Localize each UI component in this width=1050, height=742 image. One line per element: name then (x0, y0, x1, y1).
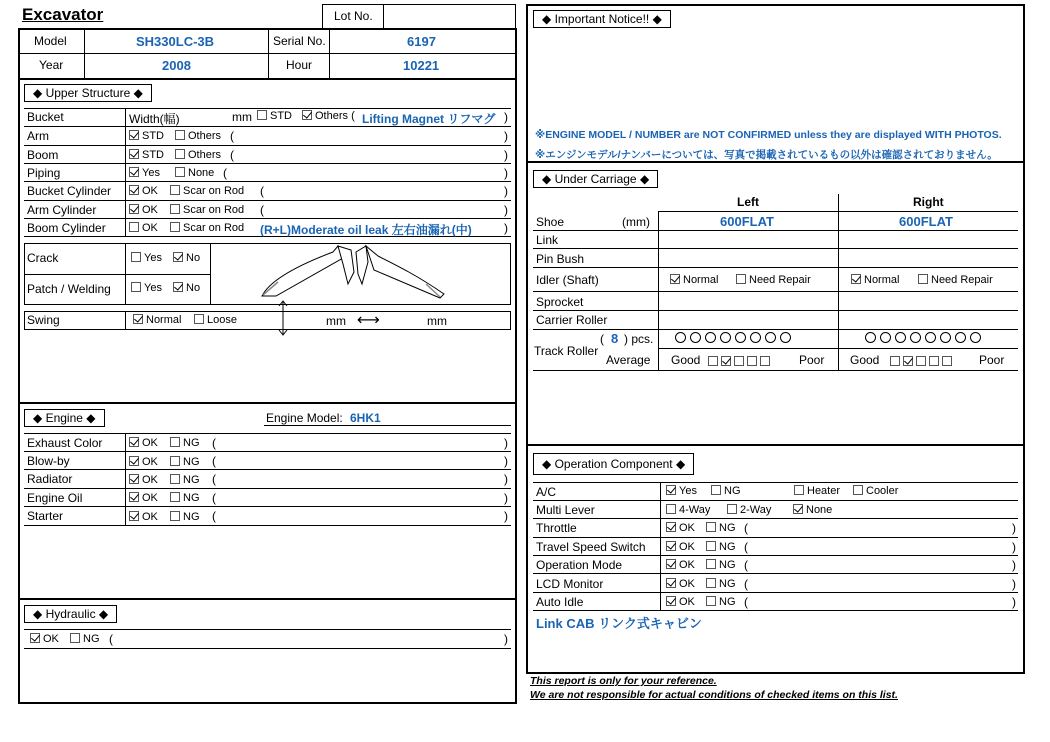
disclaimer-line-2: We are not responsible for actual conditions of checked items on this list. (530, 689, 898, 701)
operation-row-label: LCD Monitor (536, 577, 604, 591)
roller-circle-icon[interactable] (705, 332, 716, 343)
notice-title: ◆ Important Notice!! ◆ (533, 10, 671, 28)
shoe-label: Shoe (536, 215, 565, 229)
model-value: SH330LC-3B (136, 34, 215, 49)
bucket-others-checkbox[interactable] (302, 110, 312, 120)
crack-label: Crack (27, 251, 59, 265)
operation-ok-option[interactable]: OK (666, 522, 695, 534)
disclaimer-line-1: This report is only for your reference. (530, 675, 717, 687)
patch-no-option[interactable]: No (173, 282, 200, 294)
operation-row-label: Throttle (536, 521, 577, 535)
arm-cylinder-ok-option[interactable]: OK (129, 204, 158, 216)
engine-ng-option[interactable]: NG (170, 437, 200, 449)
bucket-std-option[interactable]: STD (257, 110, 292, 122)
ac-label: A/C (536, 485, 557, 499)
swing-mm-1: mm (326, 314, 346, 328)
right-good-label: Good (850, 353, 880, 367)
bucket-std-checkbox[interactable] (257, 110, 267, 120)
hydraulic-ok-option[interactable]: OK (30, 633, 59, 645)
roller-circle-icon[interactable] (765, 332, 776, 343)
multi-2way-option[interactable]: 2-Way (727, 504, 771, 516)
link-label: Link (536, 233, 559, 247)
pin-bush-label: Pin Bush (536, 252, 585, 266)
serial-label: Serial No. (273, 34, 326, 48)
left-poor-label: Poor (799, 353, 825, 367)
engine-ng-option[interactable]: NG (170, 492, 200, 504)
engine-model-label: Engine Model: (266, 411, 343, 425)
engine-ok-option[interactable]: OK (129, 437, 158, 449)
engine-title: ◆ Engine ◆ (24, 409, 105, 427)
boom-others-option[interactable]: Others (175, 149, 221, 161)
left-panel (18, 28, 517, 704)
roller-circle-icon[interactable] (675, 332, 686, 343)
engine-row-label: Exhaust Color (27, 436, 103, 450)
roller-count-open-paren: ( (600, 332, 604, 346)
engine-row-label: Radiator (27, 472, 73, 486)
lot-label: Lot No. (334, 9, 373, 23)
boom-std-option[interactable]: STD (129, 149, 164, 161)
roller-circle-icon[interactable] (940, 332, 951, 343)
engine-ng-option[interactable]: NG (170, 511, 200, 523)
bucket-cylinder-ok-option[interactable]: OK (129, 185, 158, 197)
swing-mm-2: mm (427, 314, 447, 328)
vertical-arrow-icon (277, 300, 289, 336)
engine-ok-option[interactable]: OK (129, 511, 158, 523)
left-column-header: Left (737, 195, 759, 209)
arm-label: Arm (27, 129, 49, 143)
bucket-width-label: Width(幅) (129, 112, 180, 126)
roller-circle-icon[interactable] (735, 332, 746, 343)
page-title: Excavator (22, 5, 104, 24)
roller-circle-icon[interactable] (880, 332, 891, 343)
operation-ng-option[interactable]: NG (706, 541, 736, 553)
bucket-others-option[interactable]: Others ( (302, 110, 355, 122)
roller-circle-icon[interactable] (895, 332, 906, 343)
swing-loose-option[interactable]: Loose (194, 314, 237, 326)
hour-label: Hour (286, 58, 313, 72)
engine-ok-option[interactable]: OK (129, 492, 158, 504)
roller-circle-icon[interactable] (750, 332, 761, 343)
bucket-label: Bucket (27, 110, 64, 124)
operation-ok-option[interactable]: OK (666, 578, 695, 590)
ac-ng-option[interactable]: NG (711, 485, 741, 497)
crack-yes-option[interactable]: Yes (131, 252, 162, 264)
roller-circle-icon[interactable] (865, 332, 876, 343)
operation-title: ◆ Operation Component ◆ (533, 453, 694, 475)
idler-left-repair[interactable]: Need Repair (736, 274, 811, 286)
piping-none-option[interactable]: None (175, 167, 214, 179)
operation-note: Link CAB リンク式キャビン (536, 616, 702, 631)
boom-diagram (258, 244, 448, 302)
boom-cylinder-value: (R+L)Moderate oil leak 左右油漏れ(中) (260, 223, 472, 237)
hour-value: 10221 (403, 58, 440, 73)
model-label: Model (34, 34, 67, 48)
roller-count: 8 (611, 331, 619, 346)
right-rating-scale[interactable] (890, 354, 955, 368)
operation-ng-option[interactable]: NG (706, 522, 736, 534)
sprocket-label: Sprocket (536, 295, 584, 309)
operation-row-label: Auto Idle (536, 595, 584, 609)
ac-heater-option[interactable]: Heater (794, 485, 840, 497)
roller-circle-icon[interactable] (690, 332, 701, 343)
right-column-header: Right (913, 195, 944, 209)
operation-row-label: Operation Mode (536, 558, 623, 572)
engine-row-label: Engine Oil (27, 491, 83, 505)
operation-ok-option[interactable]: OK (666, 596, 695, 608)
multi-4way-option[interactable]: 4-Way (666, 504, 710, 516)
left-good-label: Good (671, 353, 701, 367)
engine-ng-option[interactable]: NG (170, 474, 200, 486)
operation-ok-option[interactable]: OK (666, 559, 695, 571)
shoe-left-value: 600FLAT (720, 214, 774, 229)
boom-label: Boom (27, 148, 59, 162)
arm-cylinder-scar-option[interactable]: Scar on Rod (170, 204, 244, 216)
multi-none-option[interactable]: None (793, 504, 832, 516)
roller-circle-icon[interactable] (925, 332, 936, 343)
engine-row-label: Blow-by (27, 454, 70, 468)
ac-yes-option[interactable]: Yes (666, 485, 697, 497)
piping-yes-option[interactable]: Yes (129, 167, 160, 179)
operation-ok-option[interactable]: OK (666, 541, 695, 553)
upper-structure-title: ◆ Upper Structure ◆ (24, 84, 152, 102)
bucket-cylinder-label: Bucket Cylinder (27, 184, 112, 198)
left-rating-scale[interactable] (708, 354, 773, 368)
engine-ng-option[interactable]: NG (170, 456, 200, 468)
arm-cylinder-label: Arm Cylinder (27, 203, 97, 217)
swing-label: Swing (27, 313, 60, 327)
patch-label: Patch / Welding (27, 282, 111, 296)
under-carriage-title: ◆ Under Carriage ◆ (533, 170, 658, 188)
boom-cylinder-scar-option[interactable]: Scar on Rod (170, 222, 244, 234)
boom-cylinder-label: Boom Cylinder (27, 221, 106, 235)
ac-cooler-option[interactable]: Cooler (853, 485, 898, 497)
track-roller-label: Track Roller (534, 344, 599, 358)
notice-line-1: ※ENGINE MODEL / NUMBER are NOT CONFIRMED unless they are displayed WITH PHOTOS. (535, 129, 1002, 141)
shoe-right-value: 600FLAT (899, 214, 953, 229)
year-label: Year (39, 58, 64, 72)
arm-std-option[interactable]: STD (129, 130, 164, 142)
average-label: Average (606, 353, 651, 367)
horizontal-arrow-icon: ⟷ (357, 312, 380, 329)
multi-lever-label: Multi Lever (536, 503, 595, 517)
roller-circle-icon[interactable] (780, 332, 791, 343)
crack-no-option[interactable]: No (173, 252, 200, 264)
swing-normal-option[interactable]: Normal (133, 314, 181, 326)
bucket-unit: mm (232, 110, 252, 124)
roller-circle-icon[interactable] (955, 332, 966, 343)
hydraulic-title: ◆ Hydraulic ◆ (24, 605, 117, 623)
piping-label: Piping (27, 166, 61, 180)
left-roller-circles (675, 332, 795, 346)
right-roller-circles (865, 332, 985, 346)
patch-yes-option[interactable]: Yes (131, 282, 162, 294)
roller-circle-icon[interactable] (970, 332, 981, 343)
boom-cylinder-ok-option[interactable]: OK (129, 222, 158, 234)
bucket-cylinder-scar-option[interactable]: Scar on Rod (170, 185, 244, 197)
notice-line-2: ※エンジンモデル/ナンバーについては、写真で掲載されているもの以外は確認されておりません。 (535, 149, 998, 161)
shoe-unit: (mm) (622, 215, 650, 229)
engine-ok-option[interactable]: OK (129, 474, 158, 486)
idler-left-normal[interactable]: Normal (670, 274, 718, 286)
hydraulic-ng-option[interactable]: NG (70, 633, 100, 645)
idler-right-normal[interactable]: Normal (851, 274, 899, 286)
serial-value: 6197 (407, 34, 436, 49)
idler-right-repair[interactable]: Need Repair (918, 274, 993, 286)
operation-ng-option[interactable]: NG (706, 578, 736, 590)
right-poor-label: Poor (979, 353, 1005, 367)
roller-circle-icon[interactable] (910, 332, 921, 343)
engine-model-value: 6HK1 (350, 411, 381, 425)
operation-row-label: Travel Speed Switch (536, 540, 646, 554)
operation-ng-option[interactable]: NG (706, 596, 736, 608)
idler-label: Idler (Shaft) (536, 273, 599, 287)
engine-ok-option[interactable]: OK (129, 456, 158, 468)
bucket-value: Lifting Magnet リフマグ (362, 112, 496, 126)
carrier-roller-label: Carrier Roller (536, 313, 608, 327)
engine-row-label: Starter (27, 509, 64, 523)
arm-others-option[interactable]: Others (175, 130, 221, 142)
operation-ng-option[interactable]: NG (706, 559, 736, 571)
roller-circle-icon[interactable] (720, 332, 731, 343)
roller-pcs: ) pcs. (624, 332, 654, 346)
year-value: 2008 (162, 58, 191, 73)
